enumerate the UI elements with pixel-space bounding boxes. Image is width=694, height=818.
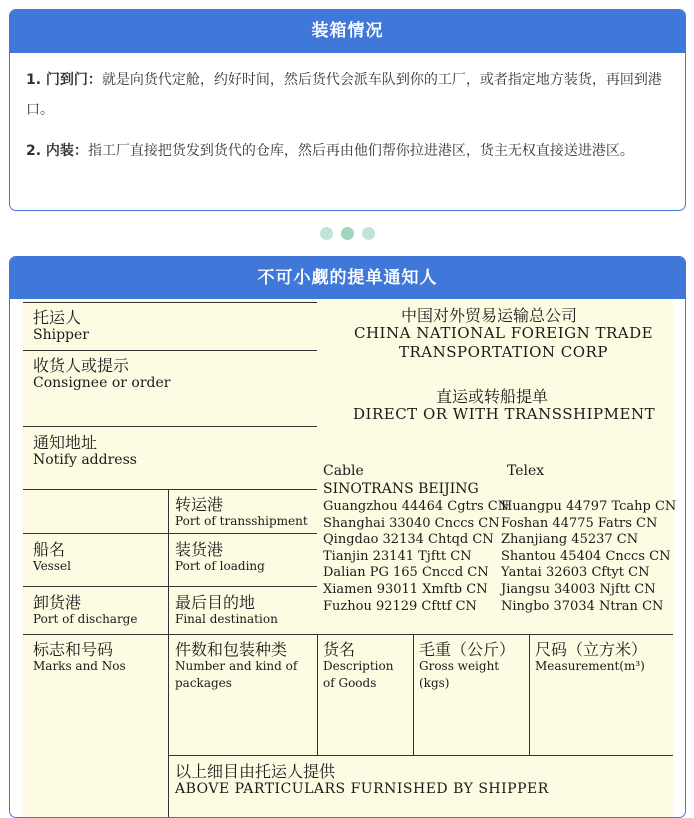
discharge-label-en: Port of discharge (33, 612, 138, 626)
telex-entry: Dalian PG 165 Cnccd CN (323, 565, 489, 581)
bill-of-lading-image (23, 300, 677, 818)
telex-entry: Xiamen 93011 Xmftb CN (323, 581, 488, 597)
telex-entry: Zhanjiang 45237 CN (501, 532, 639, 548)
destination-label-zh: 最后目的地 (175, 593, 256, 612)
carrier-name-zh: 中国对外贸易运输总公司 (401, 306, 578, 325)
packing-card-body (10, 53, 685, 166)
goods-desc-label-en-2: of Goods (323, 676, 377, 690)
telex-entry: Foshan 44775 Fatrs CN (501, 515, 658, 531)
gross-weight-label-en-1: Gross weight (419, 659, 500, 673)
packing-item-2 (26, 136, 671, 166)
discharge-label-zh: 卸货港 (33, 593, 82, 612)
shipper-label-zh: 托运人 (33, 308, 82, 327)
bill-of-lading-card (9, 256, 686, 818)
telex-entry: Fuzhou 92129 Cfttf CN (323, 598, 477, 614)
marks-label-zh: 标志和号码 (33, 640, 114, 659)
marks-label-en: Marks and Nos (33, 659, 126, 673)
telex-entry: Shantou 45404 Cnccs CN (501, 548, 671, 564)
measurement-label-en: Measurement(m³) (535, 659, 645, 673)
divider-dot (362, 227, 375, 240)
divider-dot (341, 227, 354, 240)
packing-item-2-text: 指工厂直接把货发到货代的仓库，然后再由他们帮你拉进港区，货主无权直接送进港区。 (87, 143, 634, 159)
bl-type-zh: 直运或转船提单 (436, 387, 549, 406)
packing-item-1-label: 1. 门到门： (26, 72, 102, 88)
consignee-label-en: Consignee or order (33, 375, 171, 391)
furnished-note-zh: 以上细目由托运人提供 (175, 762, 336, 781)
vessel-label-en: Vessel (33, 559, 71, 573)
loading-label-en: Port of loading (175, 559, 265, 573)
notify-label-en: Notify address (33, 452, 137, 468)
vessel-label-zh: 船名 (33, 540, 66, 559)
destination-label-en: Final destination (175, 612, 278, 626)
consignee-label-zh: 收货人或提示 (33, 356, 130, 375)
telex-list-left (323, 499, 509, 615)
packing-item-1-text: 就是向货代定舱，约好时间，然后货代会派车队到你的工厂，或者指定地方装货，再回到港口。 (26, 72, 662, 118)
loading-label-zh: 装货港 (175, 540, 224, 559)
carrier-name-en-1: CHINA NATIONAL FOREIGN TRADE (354, 324, 654, 342)
cable-label: Cable (323, 463, 364, 479)
telex-entry: Guangzhou 44464 Cgtrs CN (323, 499, 510, 514)
furnished-note-en: ABOVE PARTICULARS FURNISHED BY SHIPPER (175, 781, 549, 797)
packing-card-title: 装箱情况 (10, 10, 685, 53)
cable-name: SINOTRANS BEIJING (323, 481, 479, 497)
transship-label-zh: 转运港 (175, 495, 224, 514)
goods-desc-label-zh: 货名 (323, 640, 356, 659)
packing-item-2-label: 2. 内装： (26, 143, 88, 159)
telex-entry: Tianjin 23141 Tjftt CN (323, 548, 472, 564)
divider-dot (320, 227, 333, 240)
packing-item-1 (26, 65, 671, 125)
gross-weight-label-en-2: (kgs) (419, 676, 450, 690)
transship-label-en: Port of transshipment (175, 514, 308, 528)
bill-card-title: 不可小觑的提单通知人 (10, 257, 685, 299)
packages-label-en-2: packages (175, 676, 232, 690)
bl-type-en: DIRECT OR WITH TRANSSHIPMENT (353, 405, 656, 423)
gross-weight-label-zh: 毛重（公斤） (419, 640, 516, 659)
telex-entry: Huangpu 44797 Tcahp CN (501, 499, 677, 514)
telex-label: Telex (507, 463, 545, 479)
packing-card (9, 9, 686, 211)
packages-label-en-1: Number and kind of (175, 659, 298, 673)
divider-dots (320, 227, 380, 241)
packages-label-zh: 件数和包装种类 (175, 640, 288, 659)
telex-entry: Shanghai 33040 Cnccs CN (323, 515, 500, 531)
telex-entry: Qingdao 32134 Chtqd CN (323, 532, 494, 548)
carrier-name-en-2: TRANSPORTATION CORP (399, 343, 608, 361)
telex-entry: Yantai 32603 Cftyt CN (501, 565, 650, 581)
measurement-label-zh: 尺码（立方米） (535, 640, 648, 659)
goods-desc-label-en-1: Description (323, 659, 394, 673)
shipper-label-en: Shipper (33, 327, 89, 343)
notify-label-zh: 通知地址 (33, 433, 98, 452)
telex-entry: Ningbo 37034 Ntran CN (501, 598, 664, 614)
telex-entry: Jiangsu 34003 Njftt CN (501, 581, 656, 597)
telex-list-right (501, 499, 676, 615)
